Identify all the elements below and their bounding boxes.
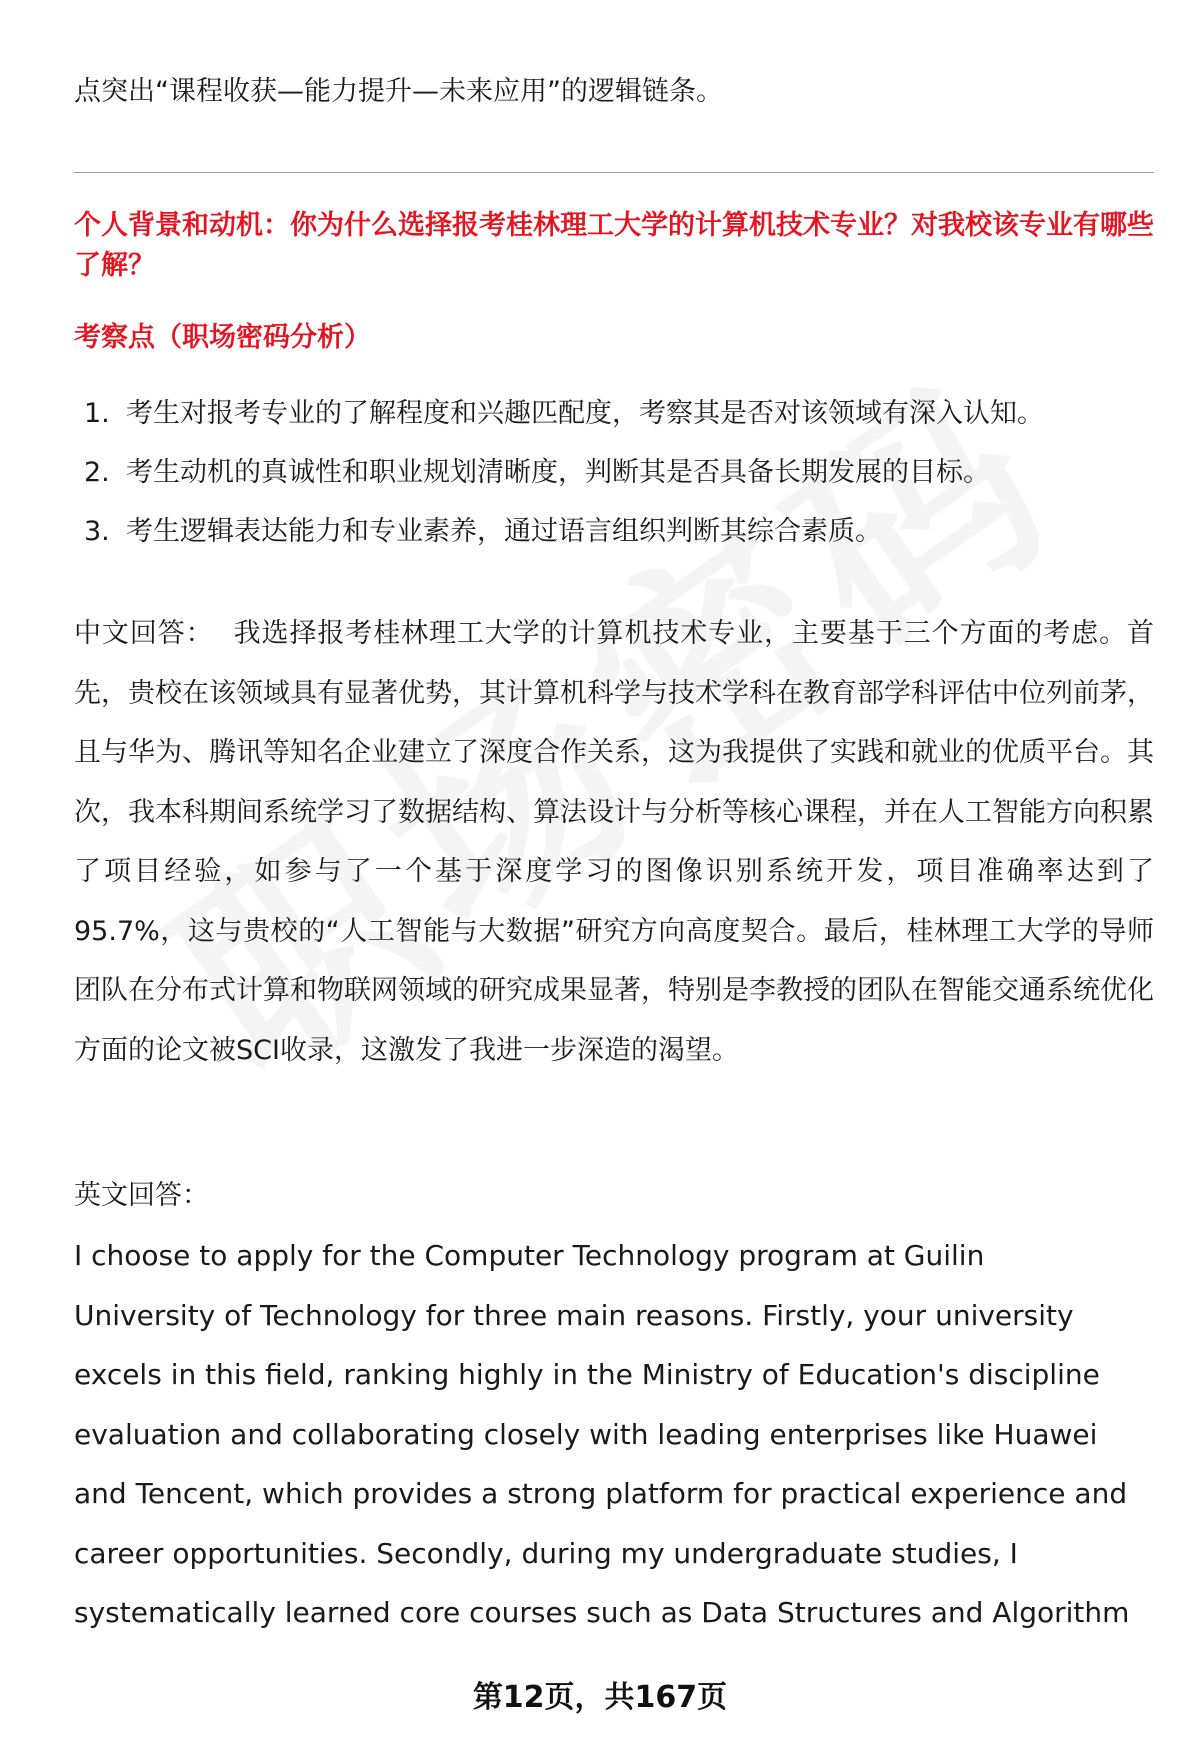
english-answer-line: career opportunities. Secondly, during my undergraduate studies, I xyxy=(74,1536,1018,1570)
list-item-text: 考生逻辑表达能力和专业素养，通过语言组织判断其综合素质。 xyxy=(126,516,882,547)
chinese-answer xyxy=(74,604,1154,1080)
list-item-text: 考生对报考专业的了解程度和兴趣匹配度，考察其是否对该领域有深入认知。 xyxy=(126,398,1044,429)
chinese-answer-text: 我选择报考桂林理工大学的计算机技术专业，主要基于三个方面的考虑。首先，贵校在该领域具有显著优势，其计算机科学与技术学科在教育部学科评估中位列前茅，且与华为、腾讯等知名企业建立了深度合作关系，这为我提供了实践和就业的优质平台。其次，我本科期间系统学习了数据结构、算法设计与分析等核心课程，并在人工智能方向积累了项目经验，如参与了一个基于深度学习的图像识别系统开发，项目准确率达到了95.7%，这与贵校的“人工智能与大数据”研究方向高度契合。最后，桂林理工大学的导师团队在分布式计算和物联网领域的研究成果显著，特别是李教授的团队在智能交通系统优化方面的论文被SCI收录，这激发了我进一步深造的渴望。 xyxy=(74,618,1155,1066)
list-item-number: 2. xyxy=(84,457,110,488)
english-answer-line: University of Technology for three main reasons. Firstly, your university xyxy=(74,1298,1074,1332)
english-answer-line: and Tencent, which provides a strong platform for practical experience and xyxy=(74,1477,1128,1510)
list-item xyxy=(74,512,1154,571)
list-item-number: 3. xyxy=(84,516,110,547)
chinese-answer-label: 中文回答： xyxy=(74,618,214,649)
english-answer-line: I choose to apply for the Computer Technology program at Guilin xyxy=(74,1239,985,1272)
points-list xyxy=(74,394,1154,571)
english-answer xyxy=(74,1226,1154,1643)
english-answer-line: excels in this field, ranking highly in the Ministry of Education's discipline xyxy=(74,1358,1100,1391)
intro-text: 点突出“课程收获—能力提升—未来应用”的逻辑链条。 xyxy=(74,76,723,107)
list-item xyxy=(74,453,1154,512)
page-footer: 第12页，共167页 xyxy=(472,1680,728,1715)
list-item-number: 1. xyxy=(84,398,110,429)
question-heading: 个人背景和动机：你为什么选择报考桂林理工大学的计算机技术专业？对我校该专业有哪些了解？ xyxy=(74,210,1154,281)
list-item xyxy=(74,394,1154,453)
english-answer-line: systematically learned core courses such as Data Structures and Algorithm xyxy=(74,1596,1130,1629)
points-title: 考察点（职场密码分析） xyxy=(74,322,371,353)
english-answer-label: 英文回答： xyxy=(74,1180,209,1211)
english-answer-line: evaluation and collaborating closely with leading enterprises like Huawei xyxy=(74,1417,1098,1451)
section-divider xyxy=(74,172,1154,173)
list-item-text: 考生动机的真诚性和职业规划清晰度，判断其是否具备长期发展的目标。 xyxy=(126,457,990,488)
